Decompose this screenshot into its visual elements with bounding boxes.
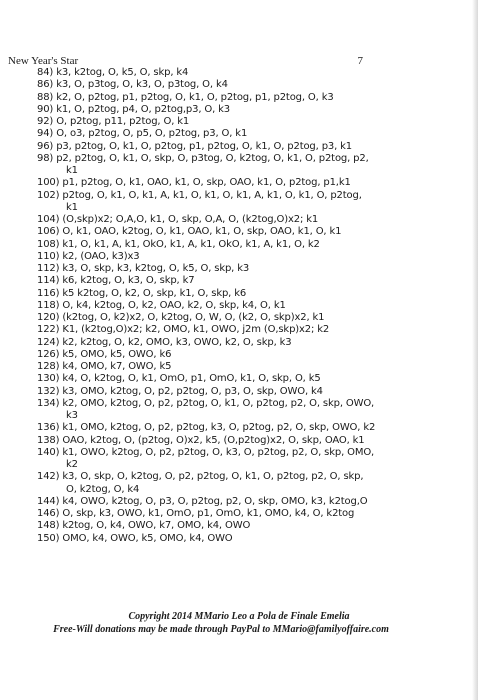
row-instruction: 104) (O,skp)x2; O,A,O, k1, O, skp, O,A, O, (k2tog,O)x2; k1 — [37, 214, 319, 225]
pattern-row — [37, 386, 477, 398]
row-instruction: 108) k1, O, k1, A, k1, OkO, k1, A, k1, OkO, k1, A, k1, O, k2 — [37, 238, 320, 250]
row-instruction: 146) O, skp, k3, OWO, k1, OmO, p1, OmO, k1, OMO, k4, O, k2tog — [37, 508, 355, 519]
row-instruction: 122) K1, (k2tog,O)x2; k2, OMO, k1, OWO, j2m (O,skp)x2; k2 — [37, 324, 330, 336]
row-instruction: 86) k3, O, p3tog, O, k3, O, p3tog, O, k4 — [37, 79, 228, 91]
pattern-row — [37, 92, 477, 104]
row-instruction: 92) O, p2tog, p11, p2tog, O, k1 — [37, 116, 190, 127]
row-instruction: 128) k4, OMO, k7, OWO, k5 — [37, 361, 172, 372]
row-instruction: 148) k2tog, O, k4, OWO, k7, OMO, k4, OWO — [37, 520, 251, 532]
row-instruction: 136) k1, OMO, k2tog, O, p2, p2tog, k3, O, p2tog, p2, O, skp, OWO, k2 — [37, 422, 376, 434]
row-instruction: 144) k4, OWO, k2tog, O, p3, O, p2tog, p2, O, skp, OMO, k3, k2tog,O — [37, 495, 368, 507]
row-instruction: 102) p2tog, O, k1, O, k1, A, k1, O, k1, O, k1, A, k1, O, k1, O, p2tog, — [37, 189, 362, 201]
pattern-row — [37, 251, 477, 263]
pattern-row — [37, 496, 477, 508]
row-instruction: 126) k5, OMO, k5, OWO, k6 — [37, 348, 172, 360]
pattern-row — [37, 116, 477, 128]
row-instruction: 106) O, k1, OAO, k2tog, O, k1, OAO, k1, O, skp, OAO, k1, O, k1 — [37, 226, 342, 238]
row-instruction: 88) k2, O, p2tog, p1, p2tog, O, k1, O, p2tog, p1, p2tog, O, k3 — [37, 91, 334, 103]
row-instruction: 138) OAO, k2tog, O, (p2tog, O)x2, k5, (O,p2tog)x2, O, skp, OAO, k1 — [37, 434, 365, 446]
row-instruction: 100) p1, p2tog, O, k1, OAO, k1, O, skp, OAO, k1, O, p2tog, p1,k1 — [37, 177, 351, 189]
pattern-row — [37, 263, 477, 275]
row-instruction: 98) p2, p2tog, O, k1, O, skp, O, p3tog, O, k2tog, O, k1, O, p2tog, p2, — [37, 152, 369, 164]
row-instruction: 124) k2, k2tog, O, k2, OMO, k3, OWO, k2, O, skp, k3 — [37, 336, 292, 348]
row-instruction: 90) k1, O, p2tog, p4, O, p2tog,p3, O, k3 — [37, 103, 231, 115]
pattern-row — [37, 288, 477, 300]
row-instruction: 94) O, o3, p2tog, O, p5, O, p2tog, p3, O, k1 — [37, 128, 248, 140]
pattern-row — [37, 373, 477, 385]
row-instruction: 114) k6, k2tog, O, k3, O, skp, k7 — [37, 275, 195, 287]
row-instruction: 140) k1, OWO, k2tog, O, p2, p2tog, O, k3, O, p2tog, p2, O, skp, OMO, — [37, 446, 375, 458]
pattern-row — [37, 508, 477, 520]
row-instruction: 112) k3, O, skp, k3, k2tog, O, k5, O, skp, k3 — [37, 263, 250, 274]
row-instruction: 96) p3, p2tog, O, k1, O, p2tog, p1, p2tog, O, k1, O, p2tog, p3, k1 — [37, 140, 353, 152]
page-footer — [0, 610, 478, 636]
document-title: New Year's Star — [8, 55, 79, 67]
copyright-line: Copyright 2014 MMario Leo a Pola de Finale Emelia — [128, 611, 350, 622]
row-instruction: 110) k2, (OAO, k3)x3 — [37, 250, 140, 262]
pattern-row — [37, 79, 477, 91]
pattern-row — [37, 349, 477, 361]
pattern-row — [37, 361, 477, 373]
pattern-row — [37, 128, 477, 140]
pattern-row — [37, 190, 477, 215]
row-instruction: 150) OMO, k4, OWO, k5, OMO, k4, OWO — [37, 532, 233, 544]
row-continuation: k1 — [66, 165, 78, 176]
pattern-row — [37, 447, 477, 472]
pattern-row — [37, 239, 477, 251]
page-header — [8, 54, 363, 68]
donation-line: Free-Will donations may be made through PayPal to MMario@familyoffaire.com — [53, 624, 389, 635]
pattern-row — [37, 275, 477, 287]
row-continuation: O, k2tog, O, k4 — [66, 483, 140, 495]
row-instruction: 130) k4, O, k2tog, O, k1, OmO, p1, OmO, k1, O, skp, O, k5 — [37, 373, 321, 385]
pattern-row — [37, 337, 477, 349]
pattern-row — [37, 300, 477, 312]
pattern-row — [37, 398, 477, 423]
pattern-row — [37, 104, 477, 116]
pattern-row — [37, 214, 477, 226]
row-continuation: k1 — [66, 201, 78, 213]
row-instruction: 134) k2, OMO, k2tog, O, p2, p2tog, O, k1, O, p2tog, p2, O, skp, OWO, — [37, 397, 375, 409]
row-instruction: 142) k3, O, skp, O, k2tog, O, p2, p2tog, O, k1, O, p2tog, p2, O, skp, — [37, 471, 364, 483]
row-instruction: 132) k3, OMO, k2tog, O, p2, p2tog, O, p3, O, skp, OWO, k4 — [37, 385, 323, 397]
pattern-row — [37, 312, 477, 324]
pattern-row — [37, 226, 477, 238]
row-instruction: 120) (k2tog, O, k2)x2, O, k2tog, O, W, O, (k2, O, skp)x2, k1 — [37, 312, 325, 323]
row-instruction: 116) k5 k2tog, O, k2, O, skp, k1, O, skp, k6 — [37, 287, 247, 299]
row-instruction: 84) k3, k2tog, O, k5, O, skp, k4 — [37, 67, 189, 78]
pattern-row — [37, 520, 477, 532]
row-continuation: k2 — [66, 459, 78, 470]
pattern-row — [37, 177, 477, 189]
row-continuation: k3 — [66, 410, 78, 421]
pattern-row — [37, 422, 477, 434]
pattern-row — [37, 141, 477, 153]
pattern-row — [37, 471, 477, 496]
pattern-row — [37, 324, 477, 336]
pattern-row — [37, 153, 477, 178]
row-instruction: 118) O, k4, k2tog, O, k2, OAO, k2, O, skp, k4, O, k1 — [37, 299, 286, 311]
pattern-row — [37, 435, 477, 447]
page-number: 7 — [357, 55, 363, 67]
pattern-row — [37, 67, 477, 79]
pattern-rows — [37, 67, 477, 545]
pattern-row — [37, 533, 477, 545]
